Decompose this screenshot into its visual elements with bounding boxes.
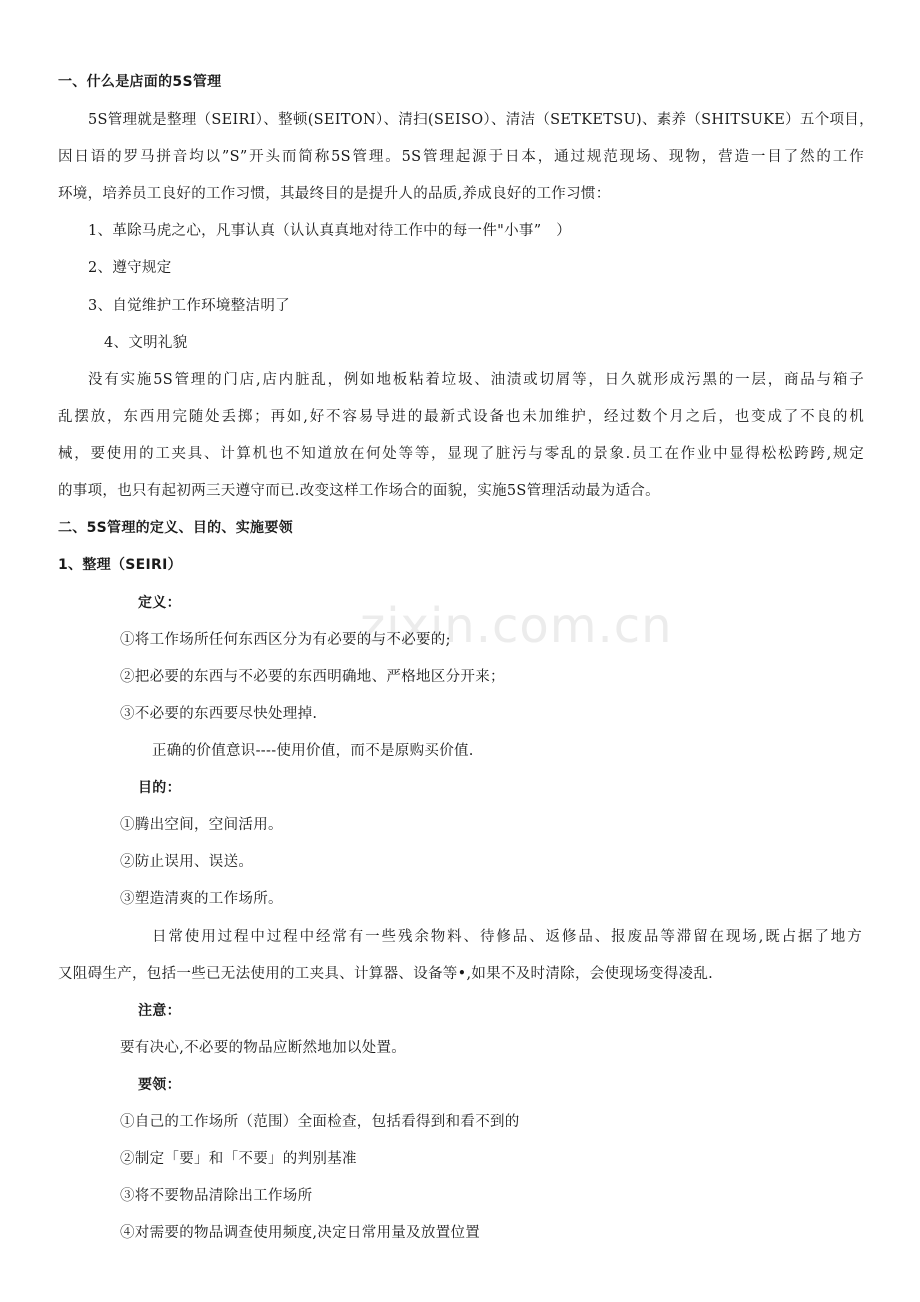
section-heading-definition: 二、5S管理的定义、目的、实施要领 [58,520,293,536]
key-point-item: ②制定「要」和「不要」的判别基准 [120,1151,357,1167]
intro-paragraph-line-3: 环境，培养员工良好的工作习惯，其最终目的是提升人的品质,养成良好的工作习惯： [58,186,611,202]
key-points-label: 要领： [138,1077,181,1093]
definition-label: 定义： [138,595,181,611]
key-point-item: ③将不要物品清除出工作场所 [120,1188,313,1204]
purpose-item: ②防止误用、误送。 [120,854,254,870]
list-item: 1、革除马虎之心，凡事认真（认认真真地对待工作中的每一件"小事” ） [88,223,572,239]
value-note: 正确的价值意识----使用价值，而不是原购买价值. [152,743,474,759]
subsection-heading-seiri: 1、整理（SEIRI） [58,557,182,573]
no-5s-paragraph-line-1: 没有实施5S管理的门店,店内脏乱，例如地板粘着垃圾、油渍或切屑等，日久就形成污黑的一层，商品与箱子 [88,372,864,388]
list-item: 4、文明礼貌 [104,335,188,351]
definition-item: ②把必要的东西与不必要的东西明确地、严格地区分开来； [120,669,505,685]
daily-use-paragraph-line-2: 又阻碍生产，包括一些已无法使用的工夹具、计算器、设备等•,如果不及时清除，会使现场变得凌乱. [58,966,714,982]
purpose-item: ①腾出空间，空间活用。 [120,817,283,833]
attention-label: 注意： [138,1003,181,1019]
no-5s-paragraph-line-3: 械，要使用的工夹具、计算机也不知道放在何处等等，显现了脏污与零乱的景象.员工在作业中显得松松跨跨,规定 [58,446,864,462]
list-item: 2、遵守规定 [88,260,172,276]
intro-paragraph-line-1: 5S管理就是整理（SEIRI）、整顿(SEITON）、清扫(SEISO）、清洁（SETKETSU)、素养（SHITSUKE）五个项目， [88,112,874,128]
section-heading-what-is-5s: 一、什么是店面的5S管理 [58,74,222,90]
no-5s-paragraph-line-4: 的事项，也只有起初两三天遵守而已.改变这样工作场合的面貌，实施5S管理活动最为适合。 [58,483,660,499]
attention-text: 要有决心,不必要的物品应断然地加以处置。 [120,1040,407,1056]
definition-item: ①将工作场所任何东西区分为有必要的与不必要的; [120,632,451,648]
key-point-item: ④对需要的物品调查使用频度,决定日常用量及放置位置 [120,1225,481,1241]
intro-paragraph-line-2: 因日语的罗马拼音均以”S”开头而简称5S管理。5S管理起源于日本，通过规范现场、现物，营造一目了然的工作 [58,149,864,165]
list-item: 3、自觉维护工作环境整洁明了 [88,298,290,314]
purpose-label: 目的： [138,780,181,796]
daily-use-paragraph-line-1: 日常使用过程中过程中经常有一些残余物料、待修品、返修品、报废品等滞留在现场,既占据了地方 [152,929,862,945]
purpose-item: ③塑造清爽的工作场所。 [120,891,283,907]
watermark: zixin.com.cn [360,598,673,654]
no-5s-paragraph-line-2: 乱摆放，东西用完随处丢掷；再如,好不容易导进的最新式设备也未加维护，经过数个月之后，也变成了不良的机 [58,409,864,425]
key-point-item: ①自己的工作场所（范围）全面检查，包括看得到和看不到的 [120,1114,520,1130]
definition-item: ③不必要的东西要尽快处理掉. [120,706,318,722]
